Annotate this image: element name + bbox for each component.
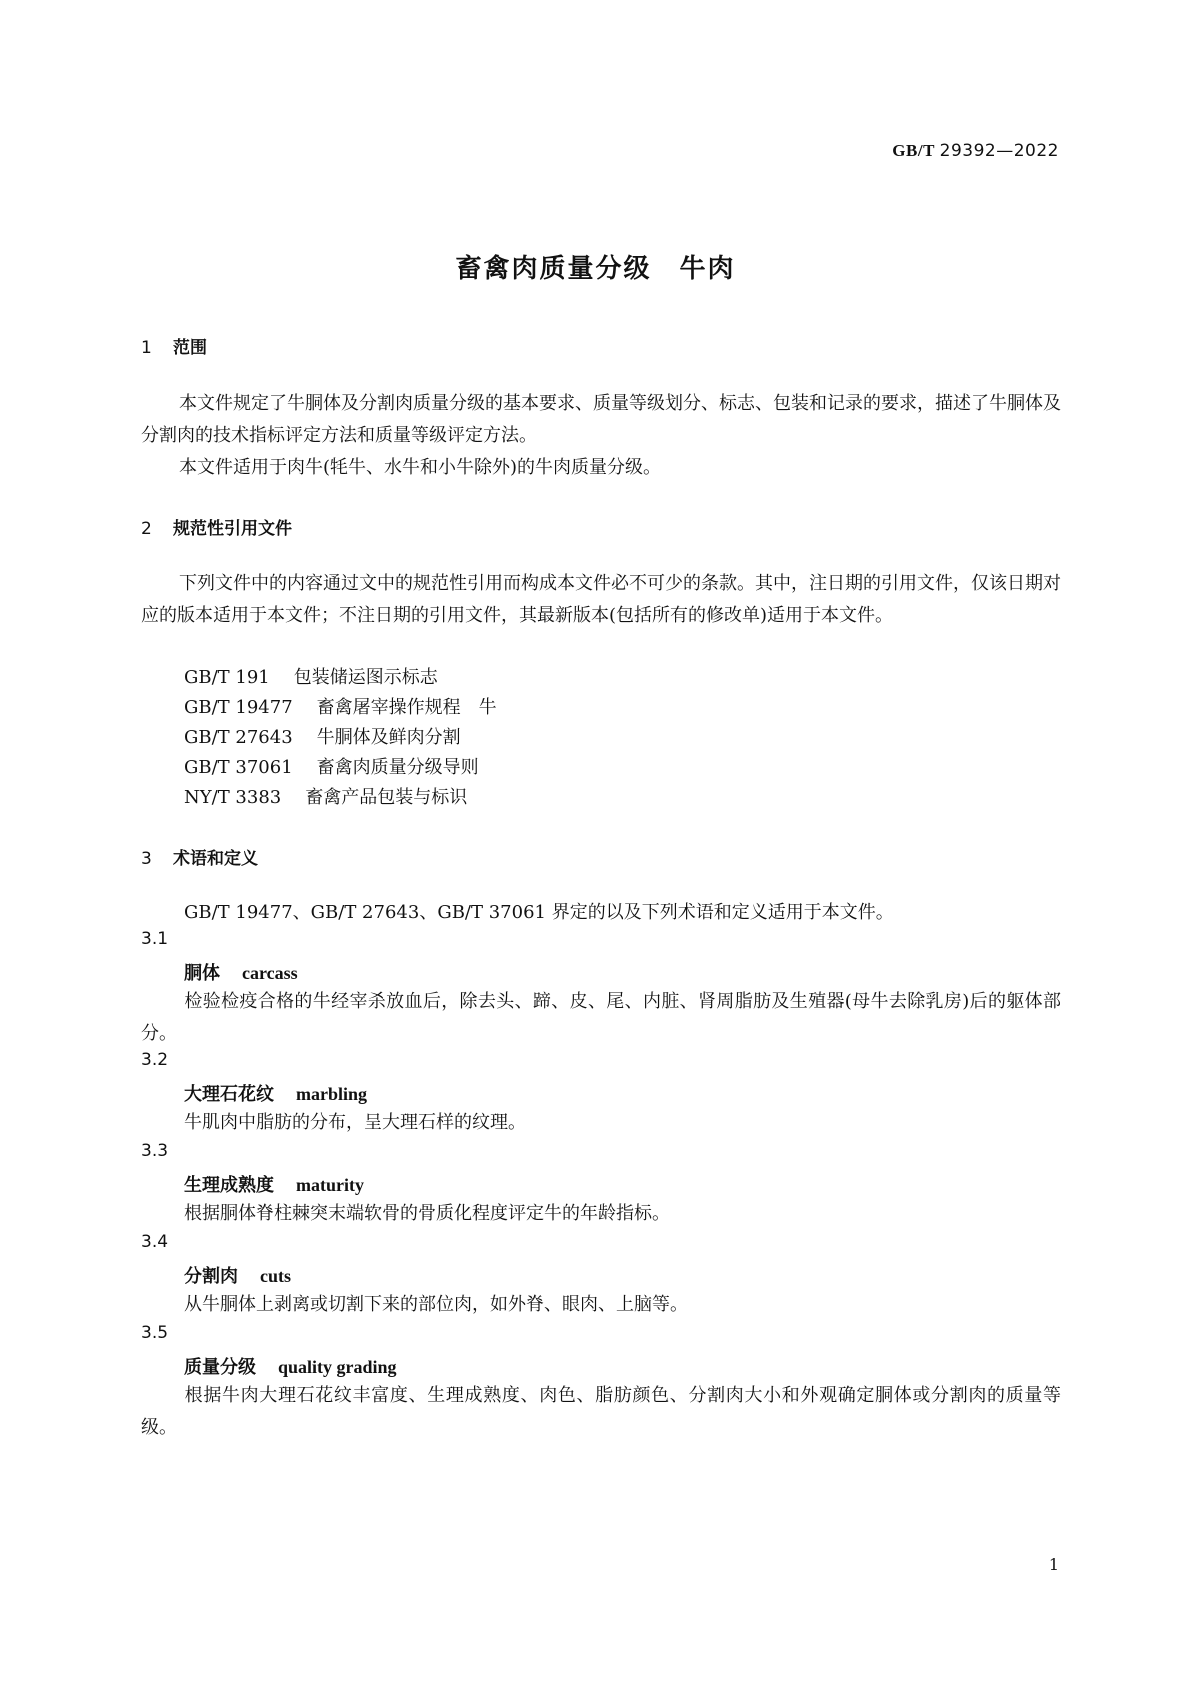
term-heading [184,1171,364,1197]
term-number: 3.2 [141,1050,169,1070]
reference-code: GB/T 191 [184,667,270,688]
reference-item [184,663,438,689]
term-zh: 质量分级 [184,1357,256,1378]
term-number: 3.3 [141,1141,169,1161]
section-heading-1 [141,333,207,358]
reference-item [184,753,479,779]
reference-title: 畜禽肉质量分级导则 [316,757,479,778]
term-zh: 大理石花纹 [184,1084,274,1105]
section-heading-2 [141,514,292,539]
term-number: 3.4 [141,1232,169,1252]
term-zh: 分割肉 [184,1266,238,1287]
term-number: 3.5 [141,1323,169,1343]
reference-item [184,723,461,749]
reference-code: GB/T 37061 [184,757,293,778]
reference-item [184,693,497,719]
paragraph: GB/T 19477、GB/T 27643、GB/T 37061 界定的以及下列术语和定义适用于本文件。 [184,902,894,923]
reference-code: NY/T 3383 [184,787,282,808]
standard-prefix: GB/T [892,141,935,160]
term-zh: 胴体 [184,963,220,984]
term-heading [184,1353,397,1379]
term-en: maturity [296,1175,364,1195]
section-number: 2 [141,519,152,539]
reference-code: GB/T 27643 [184,727,293,748]
term-zh: 生理成熟度 [184,1175,274,1196]
standard-code [892,141,1059,161]
section-number: 3 [141,849,152,869]
section-title: 规范性引用文件 [173,519,292,539]
reference-title: 畜禽屠宰操作规程 牛 [316,697,497,718]
term-en: quality grading [278,1357,397,1377]
term-heading [184,1262,291,1288]
section-title: 术语和定义 [173,849,258,869]
term-en: carcass [242,963,298,983]
term-definition: 牛肌肉中脂肪的分布，呈大理石样的纹理。 [184,1112,526,1133]
term-definition: 从牛胴体上剥离或切割下来的部位肉，如外脊、眼肉、上脑等。 [184,1294,688,1315]
reference-title: 牛胴体及鲜肉分割 [316,727,461,748]
term-heading [184,1080,367,1106]
section-title: 范围 [173,338,207,358]
term-heading [184,959,298,985]
section-number: 1 [141,338,152,358]
term-number: 3.1 [141,929,169,949]
reference-title: 包装储运图示标志 [293,667,438,688]
paragraph: 本文件适用于肉牛(牦牛、水牛和小牛除外)的牛肉质量分级。 [179,457,662,478]
document-title: 畜禽肉质量分级 牛肉 [455,254,736,284]
standard-number: 29392—2022 [939,141,1059,161]
paragraph: 本文件规定了牛胴体及分割肉质量分级的基本要求、质量等级划分、标志、包装和记录的要求，描述了牛胴体及分割肉的技术指标评定方法和质量等级评定方法。 [141,393,1061,446]
page-number: 1 [1048,1555,1059,1574]
term-en: marbling [296,1084,368,1104]
term-definition: 根据胴体脊柱棘突末端软骨的骨质化程度评定牛的年龄指标。 [184,1203,670,1224]
reference-code: GB/T 19477 [184,697,293,718]
reference-item [184,783,467,809]
paragraph: 下列文件中的内容通过文中的规范性引用而构成本文件必不可少的条款。其中，注日期的引用文件，仅该日期对应的版本适用于本文件；不注日期的引用文件，其最新版本(包括所有的修改单)适用于本文件。 [141,573,1061,626]
term-en: cuts [260,1266,291,1286]
section-heading-3 [141,844,258,869]
reference-title: 畜禽产品包装与标识 [305,787,468,808]
term-definition: 根据牛肉大理石花纹丰富度、生理成熟度、肉色、脂肪颜色、分割肉大小和外观确定胴体或分割肉的质量等级。 [141,1385,1061,1438]
term-definition: 检验检疫合格的牛经宰杀放血后，除去头、蹄、皮、尾、内脏、肾周脂肪及生殖器(母牛去除乳房)后的躯体部分。 [141,991,1061,1044]
